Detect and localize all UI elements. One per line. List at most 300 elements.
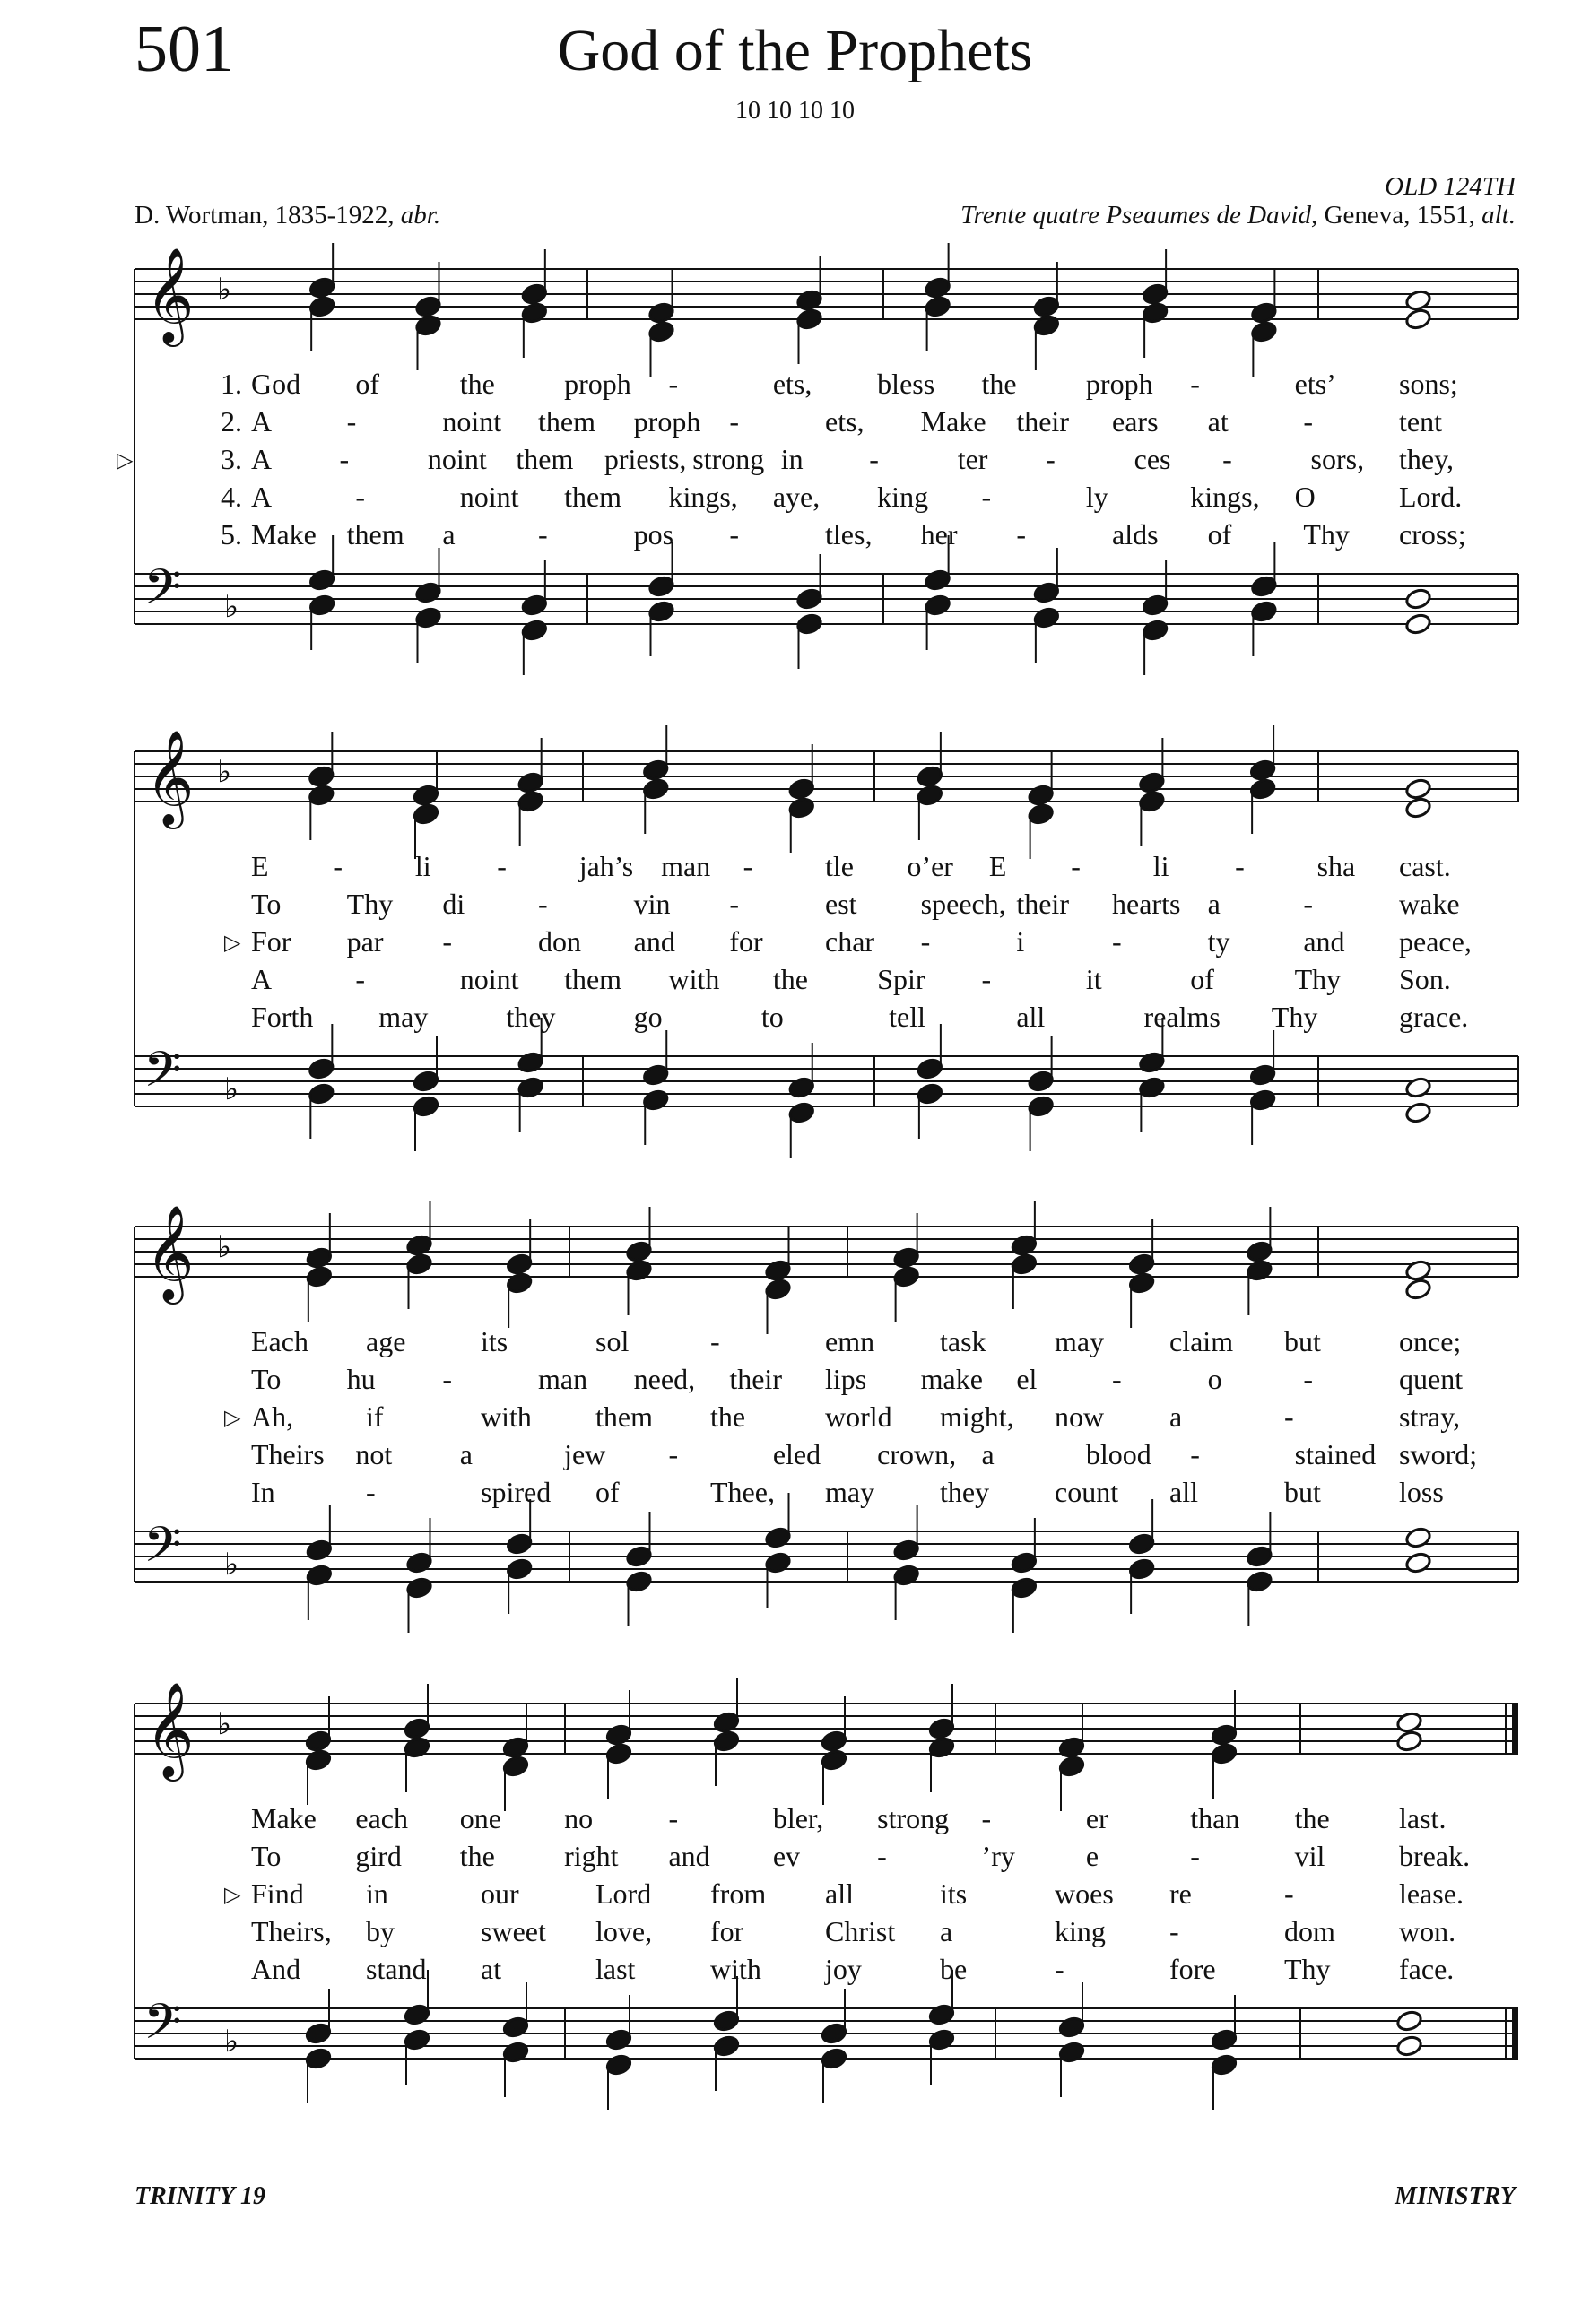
lyric-syllable: kings, xyxy=(668,481,738,513)
bass-note xyxy=(1128,1532,1156,1556)
bass-note xyxy=(1027,1070,1055,1093)
lyric-syllable: its xyxy=(481,1325,508,1357)
bass-note xyxy=(713,2034,741,2058)
bass-note xyxy=(306,1539,334,1562)
lyric-syllable: par xyxy=(346,925,384,958)
lyric-syllable: tles, xyxy=(825,518,873,551)
bass-note xyxy=(1033,581,1061,604)
lyric-syllable: - xyxy=(1071,850,1081,882)
treble-note xyxy=(1404,777,1432,801)
lyric-syllable: o xyxy=(1207,1363,1222,1395)
treble-note xyxy=(1211,1723,1238,1747)
bass-note xyxy=(1128,1557,1156,1581)
treble-clef-icon: 𝄞 xyxy=(145,247,195,343)
lyric-syllable: - xyxy=(668,368,679,400)
lyric-syllable: man xyxy=(538,1363,588,1395)
treble-note xyxy=(625,1259,653,1282)
lyric-syllable: grace. xyxy=(1399,1001,1469,1033)
treble-note xyxy=(1249,759,1277,782)
lyric-syllable: the xyxy=(710,1400,746,1433)
lyric-syllable: proph xyxy=(564,368,631,400)
lyric-syllable: sha xyxy=(1316,850,1356,882)
lyric-syllable: Christ xyxy=(825,1915,896,1947)
flat-icon: ♭ xyxy=(217,272,232,308)
bass-note xyxy=(306,1564,334,1587)
lyric-syllable: - xyxy=(710,1325,720,1357)
treble-note xyxy=(1011,1234,1038,1257)
treble-note xyxy=(1211,1742,1238,1765)
lyric-syllable: a xyxy=(442,518,456,551)
lyric-syllable: strong xyxy=(877,1802,950,1834)
lyric-syllable: - xyxy=(981,1802,992,1834)
treble-note xyxy=(1404,308,1432,331)
lyric-syllable: speech, xyxy=(920,888,1006,920)
bass-note xyxy=(1033,606,1061,629)
lyric-syllable: A xyxy=(251,481,273,513)
lyric-syllable: Thy xyxy=(1303,518,1350,551)
treble-note xyxy=(414,314,442,337)
lyric-syllable: stained xyxy=(1294,1438,1377,1470)
lyric-syllable: a xyxy=(1207,888,1221,920)
lyric-syllable: i xyxy=(1016,925,1025,958)
lyric-syllable: strong xyxy=(692,443,765,475)
treble-note xyxy=(521,301,549,325)
treble-note xyxy=(1404,1259,1432,1282)
treble-note xyxy=(308,276,336,299)
lyric-syllable: Thy xyxy=(1284,1953,1331,1985)
treble-note xyxy=(713,1730,741,1753)
lyric-syllable: - xyxy=(981,963,992,995)
lyric-syllable: proph xyxy=(633,405,701,438)
lyric-syllable: - xyxy=(1169,1915,1179,1947)
treble-note xyxy=(506,1271,534,1295)
lyric-syllable: emn xyxy=(825,1325,875,1357)
lyric-syllable: won. xyxy=(1399,1915,1456,1947)
hymn-title: God of the Prophets xyxy=(557,18,1033,83)
lyric-syllable: - xyxy=(538,518,548,551)
lyric-syllable: cross; xyxy=(1399,518,1466,551)
lyric-syllable: them xyxy=(564,963,622,995)
lyric-syllable: the xyxy=(772,963,808,995)
bass-note xyxy=(713,2009,741,2033)
flat-icon: ♭ xyxy=(217,1706,232,1742)
lyric-syllable: from xyxy=(710,1877,767,1910)
lyric-syllable: - xyxy=(1190,1438,1200,1470)
treble-note xyxy=(787,796,815,819)
flat-icon: ♭ xyxy=(224,1071,239,1107)
lyric-syllable: world xyxy=(825,1400,892,1433)
lyric-syllable: they xyxy=(506,1001,556,1033)
bass-note xyxy=(502,2041,530,2064)
bass-clef-icon: 𝄢 xyxy=(143,1993,182,2062)
lyric-syllable: - xyxy=(442,925,452,958)
lyric-syllable: make xyxy=(920,1363,983,1395)
treble-note xyxy=(413,802,440,826)
bass-note xyxy=(308,1057,335,1080)
lyric-syllable: age xyxy=(366,1325,406,1357)
footer-season: TRINITY 19 xyxy=(135,2182,265,2210)
lyric-syllable: its xyxy=(940,1877,968,1910)
treble-note xyxy=(414,295,442,318)
lyric-syllable: may xyxy=(1055,1325,1105,1357)
lyric-syllable: E xyxy=(988,850,1007,882)
lyric-syllable: if xyxy=(366,1400,384,1433)
bass-clef-icon: 𝄢 xyxy=(143,1516,182,1585)
verse-marker-icon: ▷ xyxy=(224,1407,241,1430)
text-author-note: abr. xyxy=(400,201,441,230)
lyric-syllable: in xyxy=(780,443,804,475)
bass-note xyxy=(928,2028,956,2051)
lyric-syllable: - xyxy=(981,481,992,513)
lyric-syllable: last xyxy=(595,1953,636,1985)
lyric-syllable: king xyxy=(1055,1915,1106,1947)
treble-clef-icon: 𝄞 xyxy=(145,1681,195,1777)
lyric-syllable: E xyxy=(251,850,269,882)
lyric-syllable: the xyxy=(981,368,1017,400)
music-source-title: Trente quatre Pseaumes de David, xyxy=(960,201,1318,230)
lyric-syllable: cast. xyxy=(1399,850,1451,882)
bass-note xyxy=(305,2022,333,2045)
lyric-syllable: char xyxy=(825,925,875,958)
lyric-syllable: Forth xyxy=(251,1001,314,1033)
treble-note xyxy=(305,1748,333,1772)
bass-note xyxy=(821,2022,848,2045)
lyric-syllable: tell xyxy=(889,1001,925,1033)
lyric-syllable: stand xyxy=(366,1953,427,1985)
lyric-syllable: the xyxy=(459,1840,495,1872)
lyric-syllable: the xyxy=(459,368,495,400)
bass-note xyxy=(1246,1570,1273,1593)
lyric-syllable: God xyxy=(251,368,301,400)
lyric-syllable: ty xyxy=(1207,925,1230,958)
treble-note xyxy=(764,1259,792,1282)
lyric-syllable: of xyxy=(1190,963,1214,995)
lyric-syllable: - xyxy=(1303,405,1313,438)
bass-note xyxy=(1058,2016,1086,2039)
lyric-syllable: and xyxy=(633,925,675,958)
lyric-syllable: king xyxy=(877,481,929,513)
lyric-syllable: - xyxy=(668,1438,679,1470)
bass-note xyxy=(1404,1551,1432,1574)
lyric-syllable: bless xyxy=(877,368,935,400)
lyric-syllable: Ah, xyxy=(251,1400,294,1433)
bass-note xyxy=(308,1082,335,1106)
bass-note xyxy=(502,2016,530,2039)
bass-note xyxy=(414,581,442,604)
lyric-syllable: sword; xyxy=(1399,1438,1478,1470)
lyric-syllable: them xyxy=(564,481,622,513)
lyric-syllable: - xyxy=(346,405,357,438)
treble-note xyxy=(517,790,544,813)
lyric-syllable: - xyxy=(877,1840,887,1872)
treble-note xyxy=(821,1730,848,1753)
lyric-syllable: hu xyxy=(346,1363,376,1395)
bass-note xyxy=(1249,1088,1277,1112)
lyric-syllable: priests, xyxy=(604,443,687,475)
lyric-syllable: Thy xyxy=(1271,1001,1318,1033)
lyric-syllable: their xyxy=(729,1363,782,1395)
verse-marker-icon: ▷ xyxy=(117,449,134,473)
bass-note xyxy=(1404,1101,1432,1124)
lyric-syllable: them xyxy=(595,1400,653,1433)
treble-note xyxy=(928,1736,956,1759)
treble-note xyxy=(642,759,670,782)
bass-note xyxy=(405,1551,433,1574)
lyric-syllable: a xyxy=(459,1438,473,1470)
treble-note xyxy=(1027,802,1055,826)
lyric-syllable: ces xyxy=(1134,443,1171,475)
lyric-syllable: in xyxy=(366,1877,388,1910)
lyric-syllable: task xyxy=(940,1325,986,1357)
lyric-syllable: for xyxy=(710,1915,744,1947)
bass-note xyxy=(1211,2053,1238,2077)
lyric-syllable: all xyxy=(825,1877,854,1910)
treble-note xyxy=(1404,289,1432,312)
lyric-syllable: at xyxy=(481,1953,502,1985)
treble-note xyxy=(1142,301,1169,325)
treble-note xyxy=(764,1278,792,1301)
lyric-syllable: a xyxy=(981,1438,995,1470)
lyric-syllable: - xyxy=(1016,518,1026,551)
bass-note xyxy=(1250,600,1278,623)
bass-note xyxy=(892,1539,920,1562)
lyric-syllable: Find xyxy=(251,1877,304,1910)
lyric-syllable: lease. xyxy=(1399,1877,1464,1910)
lyric-syllable: they xyxy=(940,1476,990,1508)
lyric-syllable: lips xyxy=(825,1363,867,1395)
lyric-syllable: no xyxy=(564,1802,594,1834)
treble-note xyxy=(1246,1240,1273,1263)
lyric-syllable: a xyxy=(1169,1400,1183,1433)
bass-note xyxy=(928,2003,956,2026)
lyric-syllable: - xyxy=(1222,443,1232,475)
treble-note xyxy=(924,295,951,318)
lyric-syllable: alds xyxy=(1112,518,1159,551)
lyric-syllable: pos xyxy=(633,518,674,551)
lyric-syllable: - xyxy=(366,1476,376,1508)
flat-icon: ♭ xyxy=(224,2024,239,2060)
lyric-syllable: go xyxy=(633,1001,663,1033)
lyric-syllable: gird xyxy=(355,1840,402,1872)
bass-note xyxy=(413,1095,440,1118)
lyric-syllable: love, xyxy=(595,1915,653,1947)
lyric-syllable: Theirs, xyxy=(251,1915,332,1947)
lyric-syllable: stray, xyxy=(1399,1400,1461,1433)
lyric-syllable: - xyxy=(355,963,366,995)
lyric-syllable: hearts xyxy=(1112,888,1181,920)
verse-number: 4. xyxy=(221,481,242,513)
flat-icon: ♭ xyxy=(217,754,232,790)
flat-icon: ♭ xyxy=(217,1229,232,1265)
lyric-syllable: - xyxy=(729,888,739,920)
treble-note xyxy=(1027,784,1055,807)
lyric-syllable: them xyxy=(516,443,574,475)
treble-note xyxy=(502,1755,530,1778)
bass-note xyxy=(605,2053,633,2077)
treble-note xyxy=(647,301,675,325)
lyric-syllable: - xyxy=(1235,850,1245,882)
lyric-syllable: A xyxy=(251,963,273,995)
lyric-syllable: and xyxy=(1303,925,1345,958)
bass-note xyxy=(795,587,823,611)
lyric-syllable: our xyxy=(481,1877,519,1910)
treble-note xyxy=(1250,320,1278,343)
bass-note xyxy=(1142,619,1169,642)
lyric-syllable: noint xyxy=(442,405,502,438)
lyric-syllable: them xyxy=(538,405,595,438)
lyric-syllable: their xyxy=(1016,888,1069,920)
lyric-syllable: Thy xyxy=(1294,963,1342,995)
lyric-syllable: all xyxy=(1169,1476,1198,1508)
lyric-syllable: Lord xyxy=(595,1877,652,1910)
lyric-syllable: vil xyxy=(1294,1840,1325,1872)
lyric-syllable: - xyxy=(1284,1400,1294,1433)
lyric-syllable: To xyxy=(251,1363,282,1395)
lyric-syllable: they, xyxy=(1399,443,1455,475)
lyric-syllable: man xyxy=(661,850,711,882)
lyric-syllable: with xyxy=(710,1953,761,1985)
lyric-syllable: - xyxy=(869,443,879,475)
lyric-syllable: loss xyxy=(1399,1476,1444,1508)
tune-name: OLD 124TH xyxy=(1385,172,1516,201)
lyric-syllable: may xyxy=(378,1001,429,1033)
bass-note xyxy=(1404,612,1432,636)
bass-note xyxy=(404,2028,431,2051)
treble-note xyxy=(1404,1278,1432,1301)
bass-note xyxy=(1011,1576,1038,1600)
lyric-syllable: - xyxy=(1046,443,1056,475)
lyric-syllable: Thy xyxy=(346,888,394,920)
lyric-syllable: blood xyxy=(1085,1438,1151,1470)
meter: 10 10 10 10 xyxy=(735,97,855,125)
treble-note xyxy=(1138,790,1166,813)
bass-note xyxy=(506,1532,534,1556)
lyric-syllable: Thee, xyxy=(710,1476,775,1508)
lyric-syllable: ev xyxy=(772,1840,801,1872)
lyric-syllable: spired xyxy=(481,1476,552,1508)
lyric-syllable: than xyxy=(1190,1802,1240,1834)
lyric-syllable: of xyxy=(595,1476,620,1508)
lyric-syllable: To xyxy=(251,1840,282,1872)
lyric-syllable: jew xyxy=(564,1438,606,1470)
lyric-syllable: And xyxy=(251,1953,301,1985)
lyric-syllable: li xyxy=(414,850,431,882)
lyric-syllable: - xyxy=(1190,368,1200,400)
treble-note xyxy=(306,1246,334,1270)
lyric-syllable: - xyxy=(1055,1953,1064,1985)
flat-icon: ♭ xyxy=(224,1547,239,1583)
lyric-syllable: In xyxy=(251,1476,275,1508)
lyric-syllable: of xyxy=(355,368,380,400)
lyric-syllable: tent xyxy=(1399,405,1442,438)
lyric-syllable: need, xyxy=(633,1363,696,1395)
lyric-syllable: wake xyxy=(1399,888,1460,920)
verse-number: 5. xyxy=(221,518,242,551)
bass-note xyxy=(1058,2041,1086,2064)
lyric-syllable: Theirs xyxy=(251,1438,325,1470)
lyric-syllable: - xyxy=(355,481,366,513)
treble-note xyxy=(787,777,815,801)
lyric-syllable: realms xyxy=(1143,1001,1221,1033)
treble-note xyxy=(795,308,823,331)
lyric-syllable: Each xyxy=(251,1325,308,1357)
treble-note xyxy=(521,282,549,306)
bass-note xyxy=(1138,1076,1166,1099)
lyric-syllable: jah’s xyxy=(578,850,634,882)
bass-note xyxy=(1250,575,1278,598)
bass-note xyxy=(924,594,951,617)
bass-note xyxy=(521,619,549,642)
treble-note xyxy=(1138,771,1166,794)
lyric-syllable: Spir xyxy=(877,963,925,995)
bass-note xyxy=(517,1051,544,1074)
lyric-syllable: - xyxy=(339,443,350,475)
lyric-syllable: - xyxy=(333,850,343,882)
treble-note xyxy=(502,1736,530,1759)
lyric-syllable: - xyxy=(668,1802,679,1834)
lyric-syllable: not xyxy=(355,1438,393,1470)
treble-note xyxy=(642,777,670,801)
bass-note xyxy=(405,1576,433,1600)
lyric-syllable: Make xyxy=(251,518,317,551)
treble-note xyxy=(517,771,544,794)
bass-note xyxy=(1404,1076,1432,1099)
lyric-syllable: eled xyxy=(772,1438,821,1470)
treble-note xyxy=(713,1711,741,1734)
bass-note xyxy=(414,606,442,629)
treble-note xyxy=(1128,1271,1156,1295)
lyric-syllable: - xyxy=(1303,1363,1313,1395)
lyric-syllable: don xyxy=(538,925,581,958)
treble-note xyxy=(1128,1253,1156,1276)
treble-note xyxy=(647,320,675,343)
lyric-syllable: ly xyxy=(1085,481,1108,513)
bass-clef-icon: 𝄢 xyxy=(143,559,182,628)
treble-note xyxy=(1250,301,1278,325)
treble-note xyxy=(605,1723,633,1747)
lyric-syllable: sons; xyxy=(1399,368,1458,400)
lyric-syllable: right xyxy=(564,1840,619,1872)
treble-clef-icon: 𝄞 xyxy=(145,729,195,825)
bass-note xyxy=(787,1101,815,1124)
bass-note xyxy=(647,600,675,623)
lyric-syllable: To xyxy=(251,888,282,920)
lyric-syllable: dom xyxy=(1284,1915,1335,1947)
lyric-syllable: claim xyxy=(1169,1325,1234,1357)
lyric-syllable: her xyxy=(920,518,958,551)
lyric-syllable: kings, xyxy=(1190,481,1260,513)
treble-note xyxy=(305,1730,333,1753)
bass-note xyxy=(625,1570,653,1593)
lyric-syllable: A xyxy=(251,405,273,438)
treble-note xyxy=(917,784,944,807)
bass-note xyxy=(917,1057,944,1080)
treble-note xyxy=(928,1717,956,1740)
bass-note xyxy=(1404,587,1432,611)
bass-note xyxy=(764,1526,792,1549)
lyric-syllable: count xyxy=(1055,1476,1119,1508)
treble-note xyxy=(413,784,440,807)
verse-number: 3. xyxy=(221,443,242,475)
treble-note xyxy=(308,765,335,788)
lyric-syllable: might, xyxy=(940,1400,1014,1433)
lyric-syllable: - xyxy=(1112,1363,1122,1395)
treble-note xyxy=(625,1240,653,1263)
treble-note xyxy=(1033,314,1061,337)
treble-note xyxy=(1058,1755,1086,1778)
bass-note xyxy=(1142,594,1169,617)
lyric-syllable: - xyxy=(538,888,548,920)
